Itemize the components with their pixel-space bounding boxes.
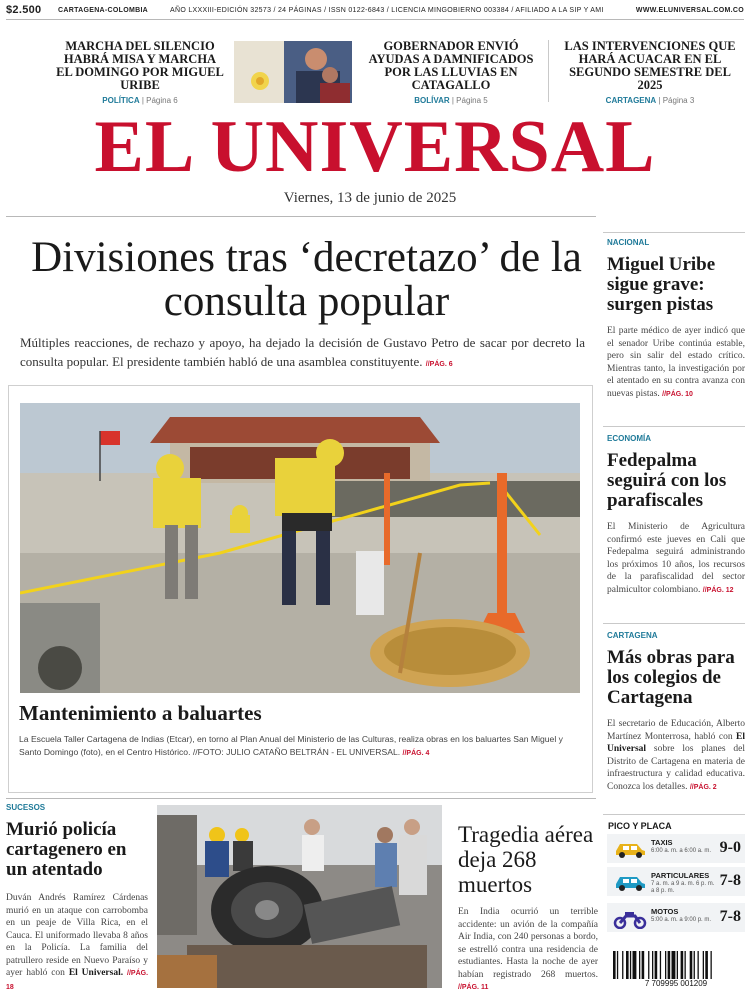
teaser-page: Página 5 bbox=[456, 96, 488, 105]
story-text-bold: El Universal bbox=[607, 731, 745, 754]
story-headline[interactable]: Miguel Uribe sigue grave: surgen pistas bbox=[607, 254, 716, 315]
teaser-section: CARTAGENA bbox=[605, 96, 657, 105]
taxi-icon bbox=[613, 840, 647, 862]
pico-placa-title: PICO Y PLACA bbox=[608, 821, 672, 831]
tragedia-text: En India ocurrió un terrible accidente: un avión de la compañía Air India, con 240 personas a bordo, se estrelló contra una residencia de estudiantes. Hasta la noche de ayer habían registrado 268 muertos. bbox=[458, 907, 598, 980]
sucesos-headline[interactable]: Murió policía cartagenero en un atentado bbox=[6, 819, 127, 880]
section-kicker: NACIONAL bbox=[607, 238, 650, 247]
teaser-page: Página 6 bbox=[146, 96, 178, 105]
main-lead bbox=[20, 333, 585, 374]
story-headline[interactable]: Más obras para los colegios de Cartagena bbox=[607, 647, 735, 708]
page-ref[interactable]: //PÁG. 11 bbox=[458, 984, 489, 991]
story-text-post: sobre los planes del Distrito de Cartagena en materia de infraestructura y calidad educativa. Conozca los detalles. bbox=[607, 744, 745, 792]
story-text-pre: El secretario de Educación, Alberto Martínez Monterrosa, habló con bbox=[607, 719, 745, 742]
page-ref[interactable]: //PÁG. 2 bbox=[689, 783, 717, 791]
car-icon bbox=[613, 873, 647, 895]
barcode bbox=[607, 949, 745, 991]
vehicle-type: MOTOS bbox=[651, 907, 679, 916]
page-ref[interactable]: //PÁG. 18 bbox=[6, 970, 149, 991]
schedule: 5:00 a. m. a 9:00 p. m. bbox=[651, 917, 712, 923]
photo-caption bbox=[19, 733, 579, 760]
section-kicker: CARTAGENA bbox=[607, 631, 658, 640]
pico-placa-particulares bbox=[607, 866, 745, 896]
top-bar bbox=[6, 4, 744, 18]
sucesos-text-bold: El Universal. bbox=[68, 968, 124, 978]
teaser-intervenciones[interactable]: LAS INTERVENCIONES QUE HARÁ ACUACAR EN EL SEGUNDO SEMESTRE DEL 2025 CARTAGENA | Página 3 bbox=[560, 40, 740, 105]
crash-photo bbox=[157, 805, 442, 988]
photo-caption-text: La Escuela Taller Cartagena de Indias (Etcar), en torno al Plan Anual del Ministerio de las Culturas, realiza obras en los baluartes San Miguel y Santo Domingo (foto), en el Centro Histórico. bbox=[19, 734, 563, 757]
restricted-digits: 7-8 bbox=[719, 872, 741, 889]
page-ref[interactable]: //PÁG. 6 bbox=[425, 361, 453, 368]
masthead-divider bbox=[6, 216, 596, 217]
city: CARTAGENA-COLOMBIA bbox=[58, 7, 149, 14]
right-divider bbox=[603, 426, 745, 427]
section-kicker: ECONOMÍA bbox=[607, 434, 651, 443]
page-ref[interactable]: //PÁG. 12 bbox=[702, 586, 734, 594]
website-link[interactable]: WWW.ELUNIVERSAL.COM.CO bbox=[635, 7, 744, 14]
restricted-digits: 7-8 bbox=[719, 908, 741, 925]
edition-info: AÑO LXXXIII-EDICIÓN 32573 / 24 PÁGINAS / ISSN 0122-6843 / LICENCIA MINGOBIERNO 003384 / AFILIADO A LA SIP Y AMI bbox=[170, 7, 604, 14]
tragedia-body bbox=[458, 906, 598, 995]
top-divider bbox=[6, 19, 744, 20]
story-text: El Ministerio de Agricultura confirmó este jueves en Cali que Fedepalma seguirá administrando los próximos 10 años, los recursos de la parafiscalidad del sector palmicultor colombiano. bbox=[607, 522, 745, 595]
story-headline[interactable]: Fedepalma seguirá con los parafiscales bbox=[607, 450, 727, 511]
price: $2.500 bbox=[6, 4, 42, 16]
photo-story-title[interactable]: Mantenimiento a baluartes bbox=[19, 701, 262, 725]
vehicle-type: TAXIS bbox=[651, 838, 673, 847]
teaser-section: BOLÍVAR bbox=[414, 96, 450, 105]
vehicle-type: PARTICULARES bbox=[651, 871, 710, 880]
restricted-digits: 9-0 bbox=[719, 839, 741, 856]
right-divider bbox=[603, 623, 745, 624]
teaser-section: POLÍTICA bbox=[102, 96, 140, 105]
photo-credit: //FOTO: JULIO CATAÑO BELTRÁN - EL UNIVERSAL. bbox=[192, 747, 401, 757]
teaser-marcha[interactable]: MARCHA DEL SILENCIO HABRÁ MISA Y MARCHA EL DOMINGO POR MIGUEL URIBE POLÍTICA | Página 6 bbox=[56, 39, 224, 105]
page-ref[interactable]: //PÁG. 10 bbox=[662, 390, 693, 398]
teaser-title: LAS INTERVENCIONES QUE HARÁ ACUACAR EN EL SEGUNDO SEMESTRE DEL 2025 bbox=[564, 39, 736, 92]
teaser-page: Página 3 bbox=[662, 96, 695, 105]
teaser-divider bbox=[548, 40, 549, 102]
story-uribe[interactable] bbox=[607, 238, 745, 401]
barcode-number: 7 709995 001209 bbox=[607, 979, 745, 988]
pico-placa-taxis bbox=[607, 833, 745, 863]
right-divider bbox=[603, 232, 745, 233]
teaser-title: GOBERNADOR ENVIÓ AYUDAS A DAMNIFICADOS POR LAS LLUVIAS EN CATAGALLO bbox=[368, 39, 534, 92]
main-headline[interactable]: Divisiones tras ‘decretazo’ de la consulta popular bbox=[31, 234, 582, 325]
teaser-photo bbox=[234, 41, 352, 103]
section-kicker: SUCESOS bbox=[6, 803, 46, 812]
schedule: 6:00 a. m. a 6:00 a. m. bbox=[651, 848, 712, 854]
story-colegios[interactable] bbox=[607, 631, 745, 794]
tragedia-headline[interactable]: Tragedia aérea deja 268 muertos bbox=[458, 822, 594, 897]
bottom-divider bbox=[6, 798, 596, 799]
masthead-logo[interactable]: EL UNIVERSAL bbox=[94, 106, 656, 188]
schedule: 7 a. m. a 9 a. m. 6 p. m. a 8 p. m. bbox=[651, 881, 715, 894]
story-body bbox=[607, 325, 745, 401]
page-ref[interactable]: //PÁG. 4 bbox=[402, 750, 430, 757]
baluarte-photo bbox=[20, 403, 580, 693]
right-divider bbox=[603, 814, 745, 815]
pico-placa-motos bbox=[607, 902, 745, 932]
teaser-gobernador[interactable]: GOBERNADOR ENVIÓ AYUDAS A DAMNIFICADOS POR LAS LLUVIAS EN CATAGALLO BOLÍVAR | Página 5 bbox=[362, 40, 540, 105]
sucesos-body bbox=[6, 892, 148, 994]
main-lead-text: Múltiples reacciones, de rechazo y apoyo, ha dejado la decisión de Gustavo Petro de sacar por decreto la consulta popular. El presidente también habló de una asamblea constituyente. bbox=[20, 335, 585, 369]
story-text: El parte médico de ayer indicó que el senador Uribe continúa estable, pero sin salir del estado crítico. Mientras tanto, la investigación por el atentado en su contra avanza con nuevas pistas. bbox=[607, 326, 745, 399]
motorcycle-icon bbox=[613, 909, 647, 933]
story-body bbox=[607, 718, 745, 794]
story-fedepalma[interactable] bbox=[607, 434, 745, 597]
sucesos-text: Duván Andrés Ramírez Cárdenas murió en un ataque con carrobomba en un peaje de Villa Rica, en el Cauca. El uniformado llevaba 8 años en la Policía. La familia del patrullero reside en Nuevo Paraíso y ayer habló con bbox=[6, 893, 148, 978]
story-body bbox=[607, 521, 745, 597]
issue-date: Viernes, 13 de junio de 2025 bbox=[283, 190, 457, 206]
teaser-title: MARCHA DEL SILENCIO HABRÁ MISA Y MARCHA EL DOMINGO POR MIGUEL URIBE bbox=[56, 39, 224, 92]
